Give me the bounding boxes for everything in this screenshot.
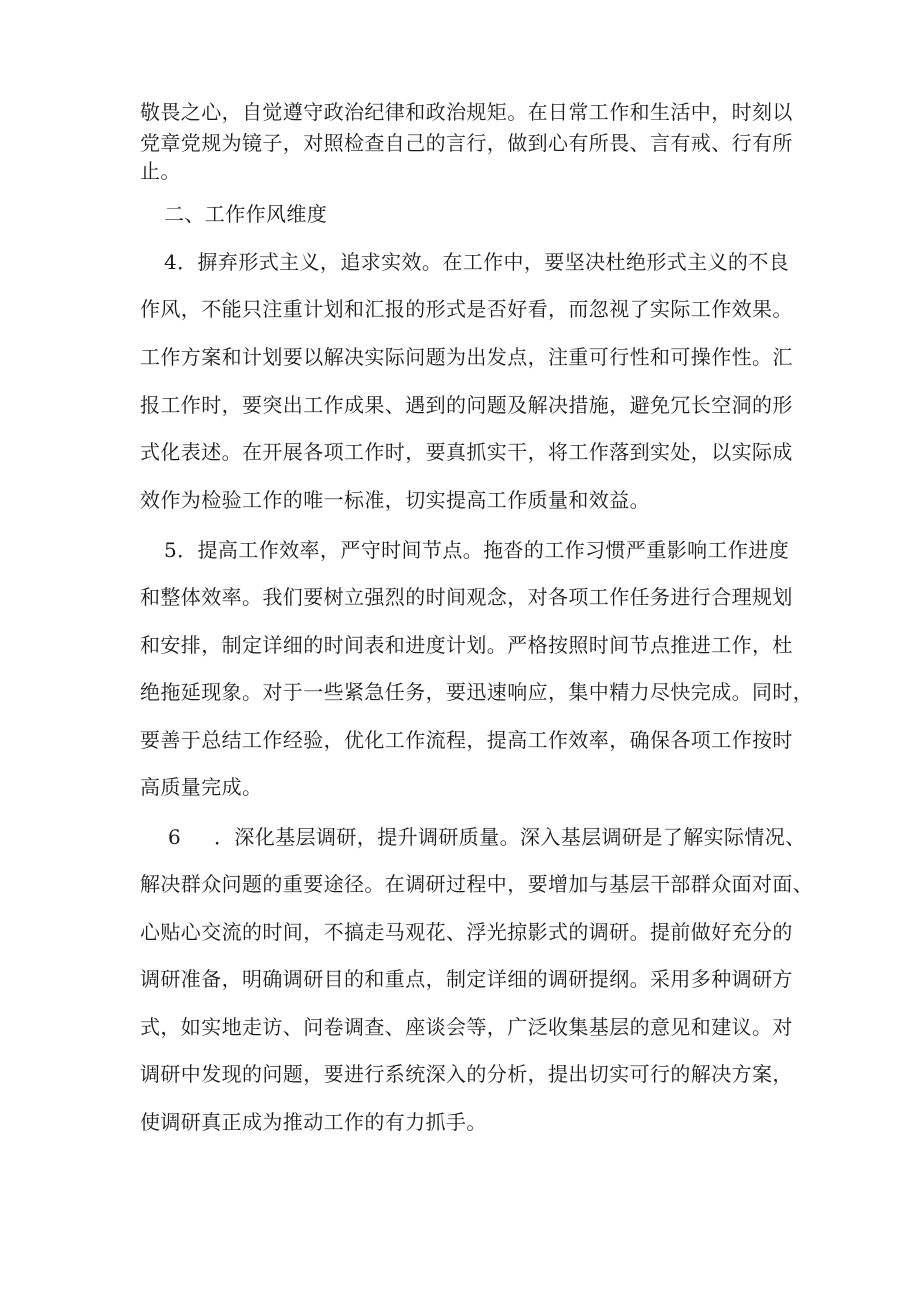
paragraph-4-line-3: 工作方案和计划要以解决实际问题为出发点，注重可行性和可操作性。汇 [140, 345, 793, 369]
continuation-line-3: 止。 [140, 159, 181, 183]
paragraph-5-line-5: 要善于总结工作经验，优化工作流程，提高工作效率，确保各项工作按时 [140, 728, 793, 752]
paragraph-6-line-6: 调研中发现的问题，要进行系统深入的分析，提出切实可行的解决方案， [140, 1062, 793, 1086]
paragraph-4-line-2: 作风，不能只注重计划和汇报的形式是否好看，而忽视了实际工作效果。 [140, 297, 793, 321]
paragraph-6-line-7: 使调研真正成为推动工作的有力抓手。 [140, 1110, 487, 1134]
paragraph-5-line-4: 绝拖延现象。对于一些紧急任务，要迅速响应，集中精力尽快完成。同时， [140, 680, 814, 704]
paragraph-6-line-2: 解决群众问题的重要途径。在调研过程中，要增加与基层干部群众面对面、 [140, 872, 814, 896]
paragraph-5-line-2: 和整体效率。我们要树立强烈的时间观念，对各项工作任务进行合理规划 [140, 585, 793, 609]
paragraph-4-line-4: 报工作时，要突出工作成果、遇到的问题及解决措施，避免冗长空洞的形 [140, 393, 793, 417]
paragraph-6-line-4: 调研准备，明确调研目的和重点，制定详细的调研提纲。采用多种调研方 [140, 967, 793, 991]
paragraph-6-number: 6 [168, 825, 182, 849]
continuation-line-2: 党章党规为镜子，对照检查自己的言行，做到心有所畏、言有戒、行有所 [140, 131, 793, 155]
paragraph-5-line-6: 高质量完成。 [140, 775, 263, 799]
paragraph-4-line-6: 效作为检验工作的唯一标准，切实提高工作质量和效益。 [140, 488, 650, 512]
paragraph-6-line-5: 式，如实地走访、问卷调查、座谈会等，广泛收集基层的意见和建议。对 [140, 1015, 793, 1039]
section-heading: 二、工作作风维度 [164, 202, 328, 226]
paragraph-4-line-5: 式化表述。在开展各项工作时，要真抓实干，将工作落到实处，以实际成 [140, 440, 793, 464]
paragraph-4-line-1: 4．摒弃形式主义，追求实效。在工作中，要坚决杜绝形式主义的不良 [164, 250, 790, 274]
paragraph-6-line-3: 心贴心交流的时间，不搞走马观花、浮光掠影式的调研。提前做好充分的 [140, 920, 793, 944]
continuation-line-1: 敬畏之心，自觉遵守政治纪律和政治规矩。在日常工作和生活中，时刻以 [140, 100, 793, 124]
paragraph-5-line-3: 和安排，制定详细的时间表和进度计划。严格按照时间节点推进工作，杜 [140, 633, 793, 657]
paragraph-5-line-1: 5．提高工作效率，严守时间节点。拖沓的工作习惯严重影响工作进度 [164, 538, 790, 562]
paragraph-6-line-1: ．深化基层调研，提升调研质量。深入基层调研是了解实际情况、 [214, 825, 806, 849]
